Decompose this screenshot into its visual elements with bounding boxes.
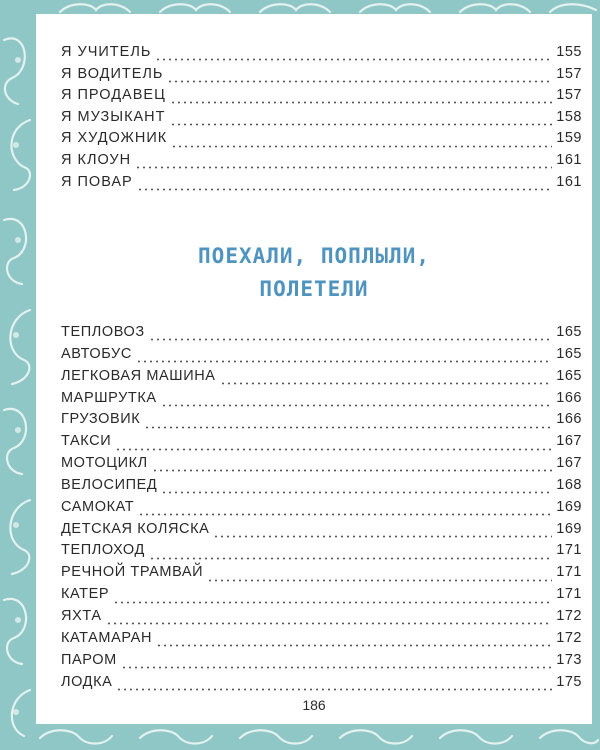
toc-entry-title: МАРШРУТКА [61, 389, 157, 406]
toc-entry [61, 130, 582, 152]
toc-entry-page: 161 [556, 151, 582, 168]
toc-entry-page: 159 [556, 130, 582, 147]
toc-dot-leader [156, 644, 552, 647]
toc-dot-leader [170, 123, 553, 126]
toc-dot-leader [106, 622, 553, 625]
toc-dot-leader [121, 666, 552, 669]
toc-entry [61, 499, 582, 521]
toc-entry-title: ЯХТА [61, 607, 102, 624]
toc-entry [61, 455, 582, 477]
toc-entry-title: АВТОБУС [61, 345, 132, 362]
toc-dot-leader [152, 469, 553, 472]
toc-entry-page: 169 [556, 520, 582, 537]
toc-entry-page: 157 [556, 87, 582, 104]
toc-entry-title: КАТЕР [61, 586, 110, 603]
toc-entry [61, 368, 582, 390]
toc-entry-title: МОТОЦИКЛ [61, 455, 148, 472]
toc-dot-leader [113, 601, 552, 604]
section-heading-line-2: ПОЛЕТЕЛИ [259, 277, 369, 301]
toc-entry [61, 674, 582, 696]
section-heading-line-1: ПОЕХАЛИ, ПОПЛЫЛИ, [198, 244, 430, 268]
toc-dot-leader [135, 166, 552, 169]
toc-dot-leader [220, 382, 553, 385]
toc-entry-title: ТЕПЛОВОЗ [61, 324, 145, 340]
toc-entry [61, 608, 582, 630]
toc-entry-page: 167 [556, 455, 582, 472]
toc-entry-title: Я ХУДОЖНИК [61, 130, 168, 147]
toc-dot-leader [138, 513, 552, 516]
toc-entry-page: 172 [556, 607, 582, 624]
toc-dot-leader [155, 58, 552, 61]
toc-entry-title: ЛЕГКОВАЯ МАШИНА [61, 367, 216, 384]
toc-list-professions [61, 44, 582, 195]
toc-entry-title: Я ВОДИТЕЛЬ [61, 65, 164, 82]
toc-entry-title: ТАКСИ [61, 433, 112, 450]
toc-entry-page: 157 [556, 65, 582, 82]
toc-entry-title: ВЕЛОСИПЕД [61, 476, 158, 493]
toc-entry [61, 152, 582, 174]
toc-entry-title: Я УЧИТЕЛЬ [61, 44, 152, 60]
toc-entry-title: Я ПРОДАВЕЦ [61, 87, 166, 104]
toc-entry-title: ГРУЗОВИК [61, 411, 141, 428]
toc-dot-leader [144, 426, 552, 429]
toc-entry [61, 174, 582, 196]
toc-entry-title: САМОКАТ [61, 498, 135, 515]
toc-entry [61, 521, 582, 543]
toc-entry [61, 44, 582, 66]
toc-entry [61, 346, 582, 368]
toc-entry-page: 171 [556, 586, 582, 603]
toc-entry [61, 66, 582, 88]
toc-dot-leader [170, 101, 553, 104]
toc-entry-page: 169 [556, 498, 582, 515]
toc-dot-leader [207, 579, 552, 582]
toc-entry-page: 172 [556, 629, 582, 646]
toc-entry-page: 166 [556, 389, 582, 406]
toc-entry-page: 171 [556, 542, 582, 559]
toc-entry-page: 166 [556, 411, 582, 428]
toc-list-transport [61, 324, 582, 695]
toc-entry [61, 564, 582, 586]
toc-entry [61, 390, 582, 412]
toc-dot-leader [171, 145, 552, 148]
toc-entry-page: 175 [556, 673, 582, 690]
toc-entry-page: 165 [556, 345, 582, 362]
toc-entry-title: ПАРОМ [61, 651, 117, 668]
toc-dot-leader [116, 688, 552, 691]
toc-entry-page: 171 [556, 564, 582, 581]
toc-entry-page: 158 [556, 108, 582, 125]
toc-entry-page: 173 [556, 651, 582, 668]
toc-dot-leader [136, 360, 552, 363]
toc-entry-title: РЕЧНОЙ ТРАМВАЙ [61, 564, 204, 581]
toc-entry-title: Я ПОВАР [61, 173, 133, 190]
toc-dot-leader [149, 338, 553, 341]
toc-entry-title: ДЕТСКАЯ КОЛЯСКА [61, 520, 210, 537]
toc-entry-page: 168 [556, 476, 582, 493]
toc-dot-leader [137, 188, 553, 191]
toc-entry-title: Я МУЗЫКАНТ [61, 108, 166, 125]
toc-page [36, 14, 592, 724]
toc-entry [61, 109, 582, 131]
toc-entry-title: КАТАМАРАН [61, 629, 153, 646]
toc-dot-leader [161, 404, 553, 407]
toc-entry [61, 411, 582, 433]
toc-entry-title: ТЕПЛОХОД [61, 542, 145, 559]
toc-entry-title: ЛОДКА [61, 673, 113, 690]
toc-entry [61, 477, 582, 499]
toc-dot-leader [213, 535, 552, 538]
toc-entry-title: Я КЛОУН [61, 151, 132, 168]
toc-dot-leader [161, 491, 552, 494]
toc-entry-page: 161 [556, 173, 582, 190]
toc-entry [61, 87, 582, 109]
toc-dot-leader [167, 80, 552, 83]
toc-entry-page: 165 [556, 367, 582, 384]
toc-entry [61, 324, 582, 346]
section-heading [36, 240, 592, 306]
toc-dot-leader [115, 448, 552, 451]
toc-entry [61, 652, 582, 674]
toc-entry-page: 165 [556, 324, 582, 340]
toc-entry [61, 630, 582, 652]
toc-entry-page: 167 [556, 433, 582, 450]
toc-entry [61, 542, 582, 564]
toc-entry [61, 586, 582, 608]
toc-entry [61, 433, 582, 455]
page-number: 186 [302, 697, 326, 713]
toc-entry-page: 155 [556, 44, 582, 60]
toc-dot-leader [149, 557, 552, 560]
